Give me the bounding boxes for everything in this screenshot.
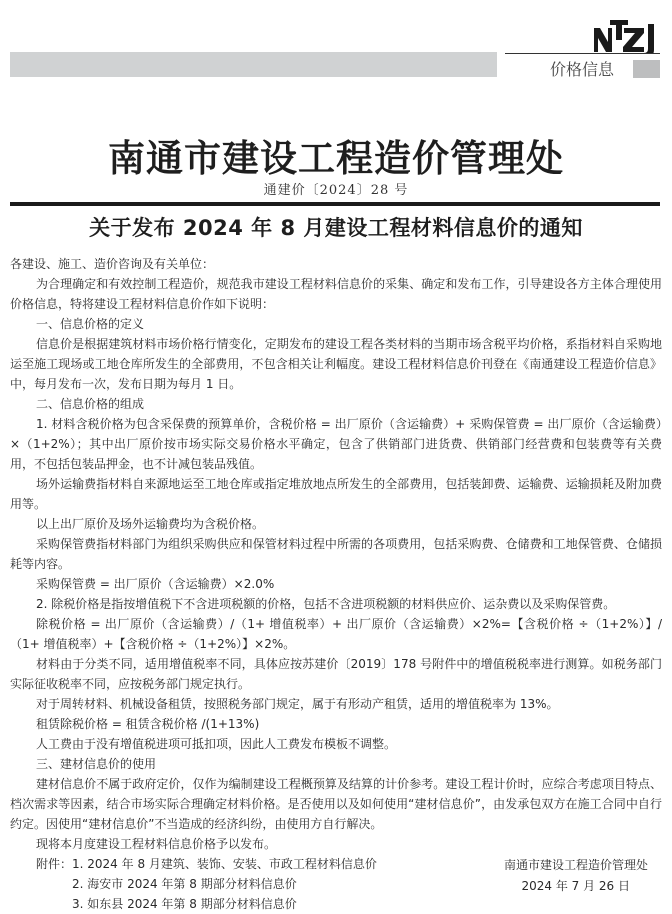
signature-org: 南通市建设工程造价管理处 (503, 858, 648, 872)
signature-block (448, 855, 648, 897)
formula: 采购保管费 = 出厂原价（含运输费）×2.0% (36, 577, 275, 591)
paragraph: 场外运输费指材料自来源地运至工地仓库或指定堆放地点所发生的全部费用，包括装卸费、运输费、运输损耗及附加费用等。 (10, 477, 662, 511)
title-divider (10, 202, 660, 206)
paragraph: 现将本月度建设工程材料信息价格予以发布。 (36, 837, 277, 851)
attachment-item: 2. 海安市 2024 年第 8 期部分材料信息价 (72, 877, 297, 891)
paragraph: 2. 除税价格是指按增值税下不含进项税额的价格，包括不含进项税额的材料供应价、运杂费以及采购保管费。 (36, 597, 616, 611)
signature-date: 2024 年 7 月 26 日 (521, 879, 630, 893)
paragraph: 人工费由于没有增值税进项可抵扣项，因此人工费发布模板不调整。 (36, 737, 397, 751)
formula: 除税价格 = 出厂原价（含运输费）/（1+ 增值税率）+ 出厂原价（含运输费）×2%=【含税价格 ÷（1+2%）】/（1+ 增值税率）+【含税价格 ÷（1+2%）】×2%。 (10, 617, 662, 651)
header-grey-bar (10, 52, 497, 77)
attachment-text: 1. 2024 年 8 月建筑、装饰、安装、市政工程材料信息价 (72, 857, 377, 871)
paragraph: 对于周转材料、机械设备租赁，按照税务部门规定，属于有形动产租赁，适用的增值税率为 13%。 (36, 697, 559, 711)
paragraph: 建材信息价不属于政府定价，仅作为编制建设工程概预算及结算的计价参考。建设工程计价时，应综合考虑项目特点、档次需求等因素，结合市场实际合理确定材料价格。是否使用以及如何使用“建材信息价”，由发承包双方在施工合同中自行约定。因使用“建材信息价”不当造成的经济纠纷，由使用方自行解决。 (10, 777, 662, 831)
paragraph: 为合理确定和有效控制工程造价，规范我市建设工程材料信息价的采集、确定和发布工作，引导建设各方主体合理使用价格信息，特将建设工程材料信息价作如下说明： (10, 277, 662, 311)
attachments-label: 附件： (36, 857, 73, 871)
formula: 租赁除税价格 = 租赁含税价格 /(1+13%) (36, 717, 260, 731)
paragraph: 1. 材料含税价格为包含采保费的预算单价，含税价格 = 出厂原价（含运输费）+ 采购保管费 = 出厂原价（含运输费）×（1+2%）；其中出厂原价按市场实际交易价格水平确定，包含了供销部门进货费、供销部门经营费和包装费等有关费用，不包括包装品押金，也不计减包装品残值。 (10, 417, 662, 471)
paragraph: 采购保管费指材料部门为组织采购供应和保管材料过程中所需的各项费用，包括采购费、仓储费和工地保管费、仓储损耗等内容。 (10, 537, 662, 571)
paragraph: 以上出厂原价及场外运输费均为含税价格。 (36, 517, 265, 531)
header-rule (505, 53, 660, 54)
section-heading: 一、信息价格的定义 (36, 317, 145, 331)
notice-title: 关于发布 2024 年 8 月建设工程材料信息价的通知 (89, 216, 583, 240)
section-heading: 二、信息价格的组成 (36, 397, 145, 411)
paragraph: 信息价是根据建筑材料市场价格行情变化，定期发布的建设工程各类材料的当期市场含税平均价格，系指材料自采购地运至施工现场或工地仓库所发生的全部费用，不包含相关让利幅度。建设工程材料信息价刊登在《南通建设工程造价信息》中，每月发布一次，发布日期为每月 1 日。 (10, 337, 662, 391)
ntzj-logo-icon (592, 14, 662, 54)
section-label: 价格信息 (550, 60, 615, 79)
notice-body (10, 254, 662, 914)
doc-number: 通建价〔2024〕28 号 (263, 183, 409, 198)
paragraph: 材料由于分类不同，适用增值税率不同，具体应按苏建价〔2019〕178 号附件中的增值税税率进行测算。如税务部门实际征收税率不同，应按税务部门规定执行。 (10, 657, 662, 691)
section-square (633, 60, 660, 78)
salutation: 各建设、施工、造价咨询及有关单位： (10, 257, 215, 271)
org-title: 南通市建设工程造价管理处 (108, 136, 564, 180)
attachment-item: 3. 如东县 2024 年第 8 期部分材料信息价 (72, 897, 297, 911)
section-heading: 三、建材信息价的使用 (36, 757, 157, 771)
